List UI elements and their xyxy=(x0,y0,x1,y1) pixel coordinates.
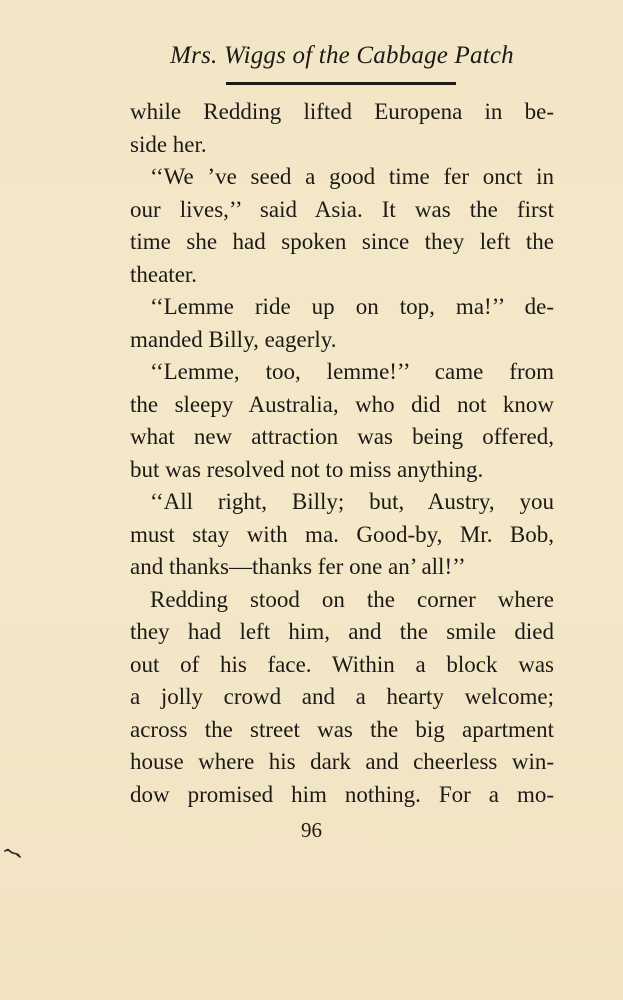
text-line: while Redding lifted Europena in be- xyxy=(130,99,554,124)
text-line: theater. xyxy=(130,261,198,287)
text-line: out of his face. Within a block was xyxy=(130,651,554,677)
ink-smudge-icon xyxy=(4,846,22,858)
body-text xyxy=(130,92,554,807)
page-number: 96 xyxy=(301,818,322,842)
header-rule xyxy=(226,82,456,85)
text-line: dow promised him nothing. For a mo- xyxy=(130,781,554,807)
text-line: manded Billy, eagerly. xyxy=(130,326,337,352)
text-line: they had left him, and the smile died xyxy=(130,619,554,644)
text-line: side her. xyxy=(130,131,207,157)
text-line: ‘‘All right, Billy; but, Austry, you xyxy=(150,489,554,514)
text-line: our lives,’’ said Asia. It was the first xyxy=(130,196,554,222)
text-line: time she had spoken since they left the xyxy=(130,229,554,254)
text-line: the sleepy Australia, who did not know xyxy=(130,391,554,417)
text-line: ‘‘Lemme, too, lemme!’’ came from xyxy=(150,359,554,384)
text-line: what new attraction was being offered, xyxy=(130,424,554,449)
text-line: across the street was the big apartment xyxy=(130,716,554,742)
running-head: Mrs. Wiggs of the Cabbage Patch xyxy=(170,42,514,69)
text-line: ‘‘We ’ve seed a good time fer onct in xyxy=(150,164,554,189)
text-line: a jolly crowd and a hearty welcome; xyxy=(130,684,554,709)
text-line: and thanks—thanks fer one an’ all!’’ xyxy=(130,554,466,579)
text-line: Redding stood on the corner where xyxy=(150,586,554,612)
text-line: ‘‘Lemme ride up on top, ma!’’ de- xyxy=(150,294,554,319)
text-line: but was resolved not to miss anything. xyxy=(130,456,484,482)
text-line: must stay with ma. Good-by, Mr. Bob, xyxy=(130,521,554,547)
text-line: house where his dark and cheerless win- xyxy=(130,749,554,774)
